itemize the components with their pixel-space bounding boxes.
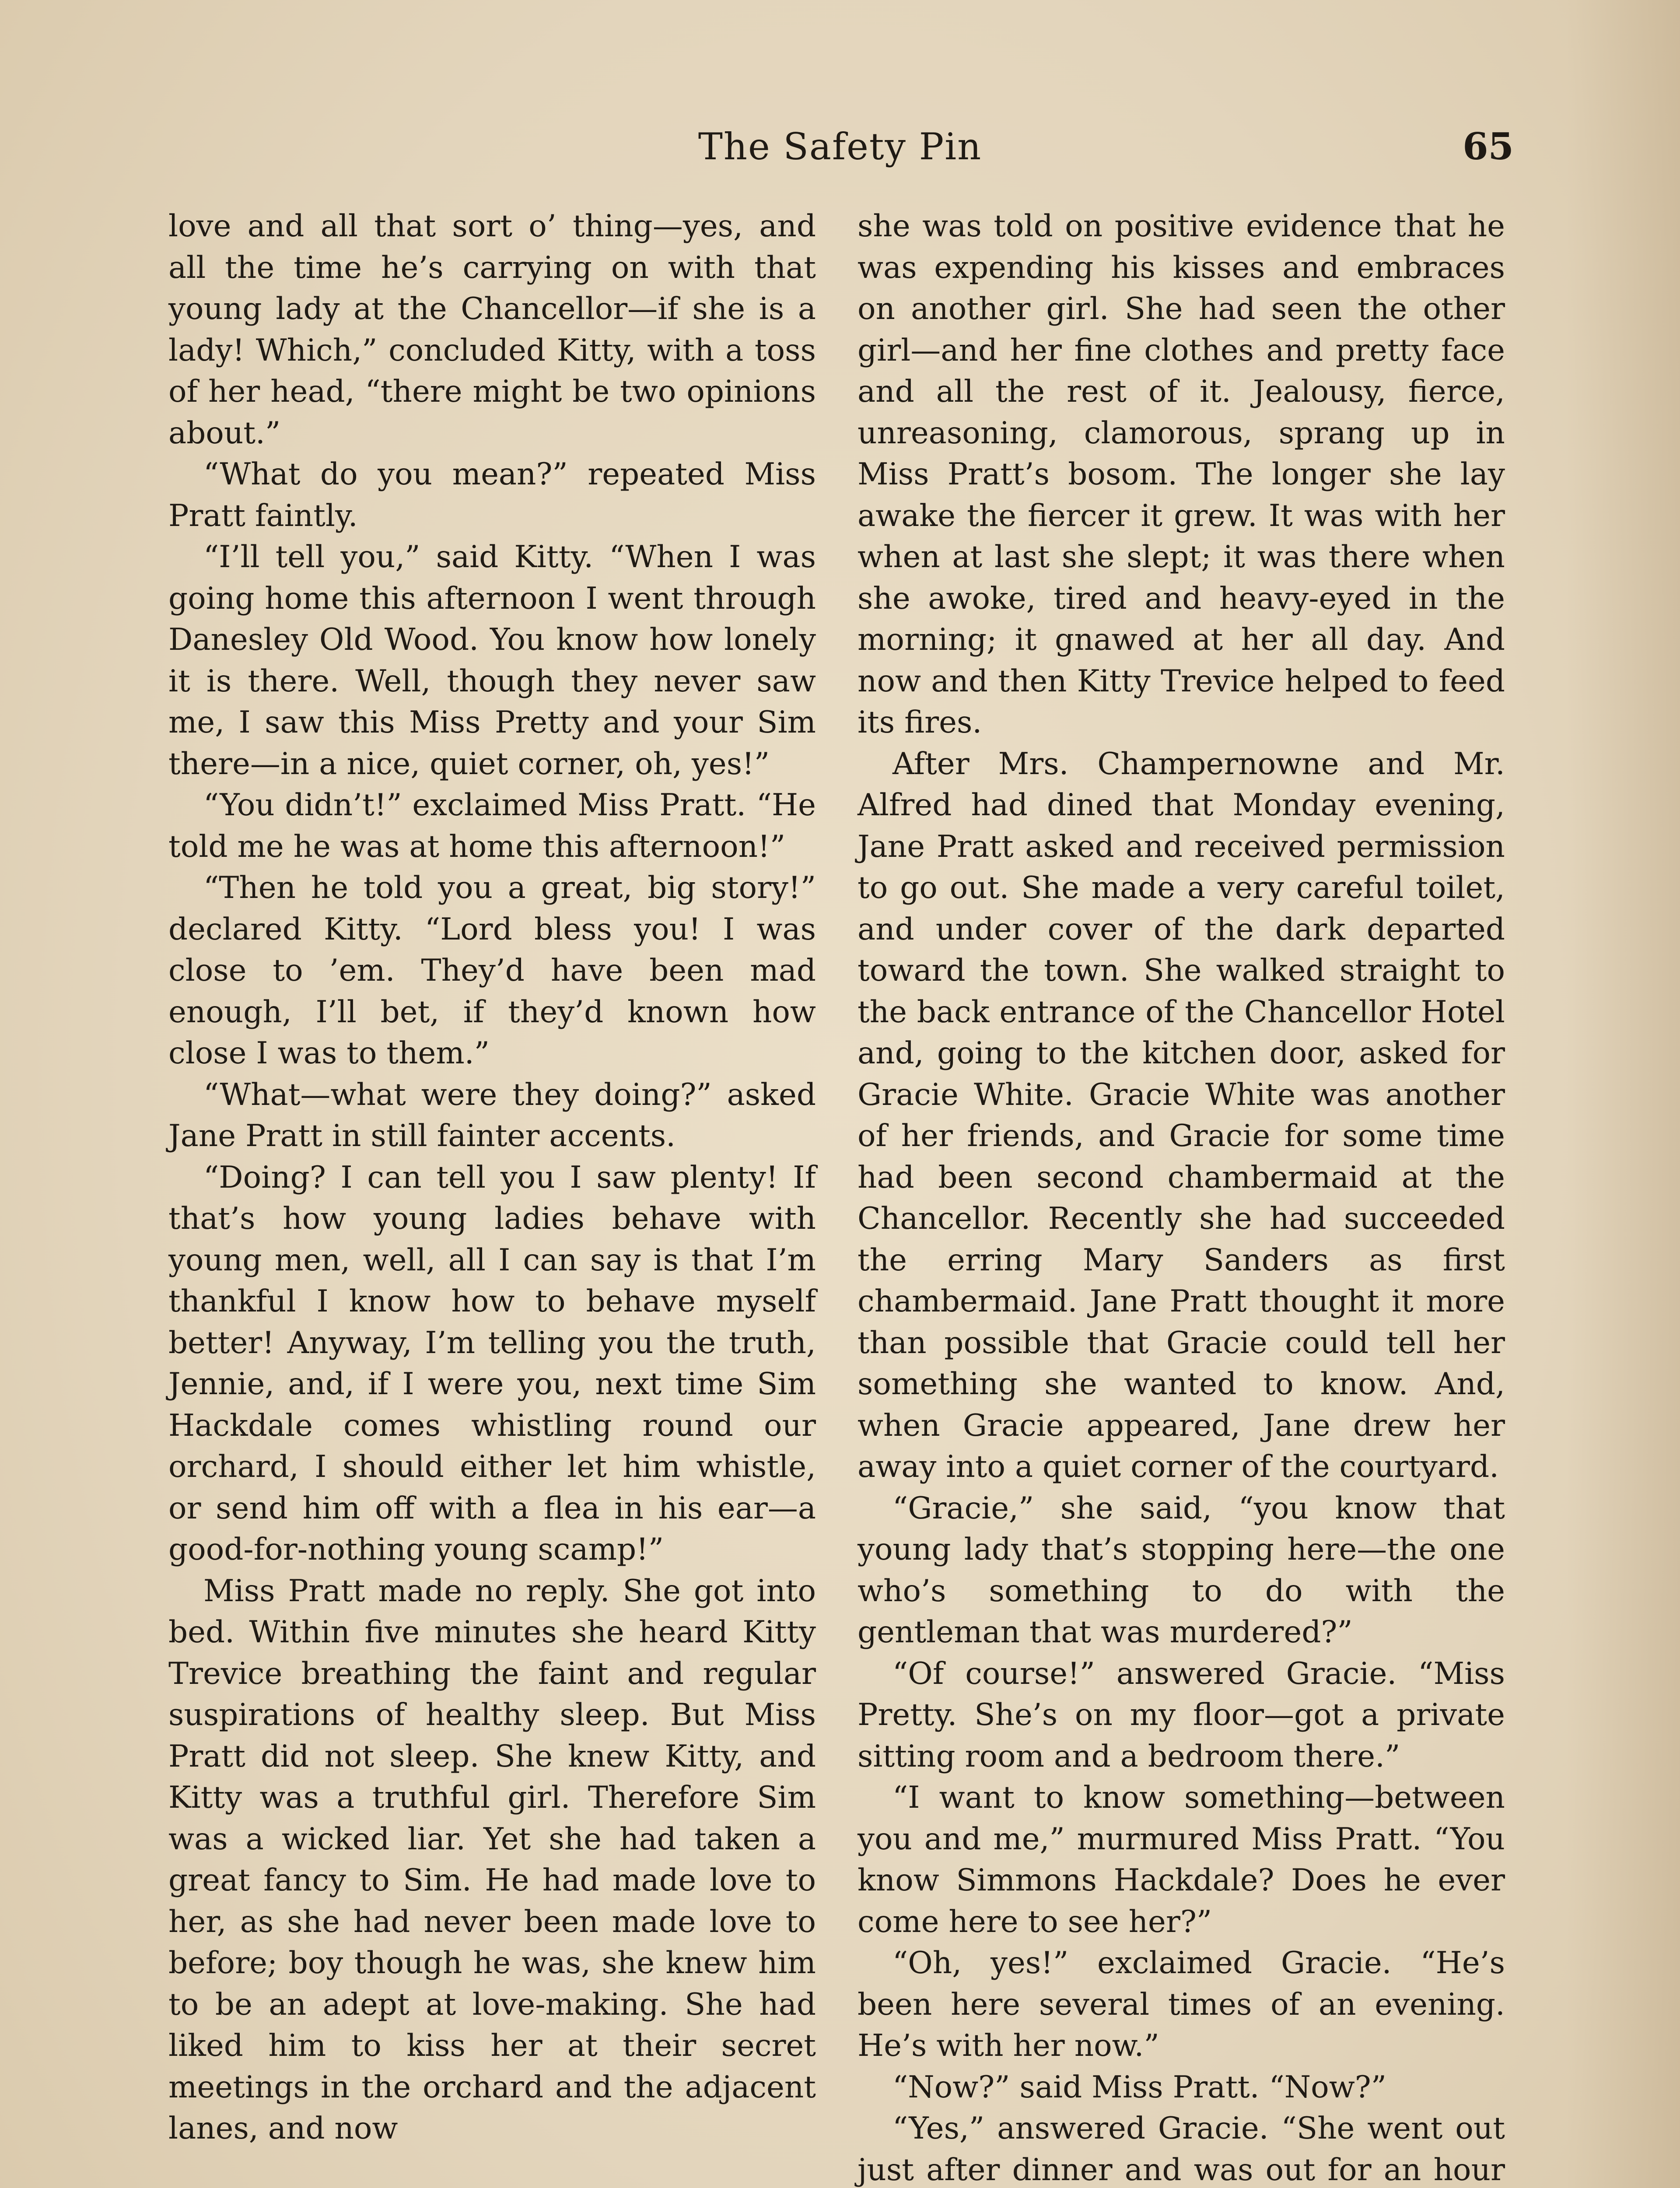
paragraph: “What—what were they doing?” asked Jane Pratt in still fainter accents. [168,1077,816,1154]
paragraph: Miss Pratt made no reply. She got into bed. Within five minutes she heard Kitty Trevice breathing the faint and regular suspirations of healthy sleep. But Miss Pratt did not sleep. She knew Kitty, and Kitty was a truthful girl. Therefore Sim was a wicked liar. Yet she had taken a great fancy to Sim. He had made love to her, as she had never been made love to before; boy though he was, she knew him to be an adept at love-making. She had liked him to kiss her at their secret meetings in the orchard and the adjacent lanes, and now [168,1573,816,2146]
paragraph: “I’ll tell you,” said Kitty. “When I was going home this afternoon I went through Danesley Old Wood. You know how lonely it is there. Well, though they never saw me, I saw this Miss Pretty and your Sim there—in a nice, quiet corner, oh, yes!” [168,540,816,782]
paragraph: “Of course!” answered Gracie. “Miss Pretty. She’s on my floor—got a private sitting room and a bedroom there.” [858,1656,1505,1774]
paragraph: “You didn’t!” exclaimed Miss Pratt. “He told me he was at home this afternoon!” [168,788,816,864]
paragraph: “Now?” said Miss Pratt. “Now?” [892,2069,1387,2105]
left-column [168,206,816,2149]
paragraph: “Oh, yes!” exclaimed Gracie. “He’s been here several times of an evening. He’s with her now.” [858,1946,1505,2063]
paragraph: “Then he told you a great, big story!” declared Kitty. “Lord bless you! I was close to ’em. They’d have been mad enough, I’ll bet, if they’d known how close I was to them.” [168,870,816,1071]
running-title: The Safety Pin [698,125,982,168]
page-edge-shading [1566,0,1680,2188]
paragraph: she was told on positive evidence that he was expending his kisses and embraces on another girl. She had seen the other girl—and her fine clothes and pretty face and all the rest of it. Jealousy, fierce, unreasoning, clamorous, sprang up in Miss Pratt’s bosom. The longer she lay awake the fiercer it grew. It was with her when at last she slept; it was there when she awoke, tired and heavy-eyed in the morning; it gnawed at her all day. And now and then Kitty Trevice helped to feed its fires. [858,209,1505,740]
paragraph: “Doing? I can tell you I saw plenty! If that’s how young ladies behave with young men, well, all I can say is that I’m thankful I know how to behave myself better! Anyway, I’m telling you the truth, Jennie, and, if I were you, next time Sim Hackdale comes whistling round our orchard, I should either let him whistle, or send him off with a flea in his ear—a good-for-nothing young scamp!” [168,1160,816,1567]
paragraph: “I want to know something—between you and me,” murmured Miss Pratt. “You know Simmons Hackdale? Does he ever come here to see her?” [858,1780,1505,1939]
right-column [858,206,1505,2188]
page-number: 65 [1463,125,1514,168]
paragraph: “What do you mean?” repeated Miss Pratt faintly. [168,457,816,533]
paragraph: love and all that sort o’ thing—yes, and all the time he’s carrying on with that young lady at the Chancellor—if she is a lady! Which,” concluded Kitty, with a toss of her head, “there might be two opinions about.” [168,209,816,451]
paragraph: After Mrs. Champernowne and Mr. Alfred had dined that Monday evening, Jane Pratt asked and received permission to go out. She made a very careful toilet, and under cover of the dark departed toward the town. She walked straight to the back entrance of the Chancellor Hotel and, going to the kitchen door, asked for Gracie White. Gracie White was another of her friends, and Gracie for some time had been second chambermaid at the Chancellor. Recently she had succeeded the erring Mary Sanders as first chambermaid. Jane Pratt thought it more than possible that Gracie could tell her something she wanted to know. And, when Gracie appeared, Jane drew her away into a quiet corner of the courtyard. [858,746,1505,1484]
paragraph: “Yes,” answered Gracie. “She went out just after dinner and was out for an hour [858,2111,1505,2188]
paragraph: “Gracie,” she said, “you know that young lady that’s stopping here—the one who’s something to do with the gentleman that was murdered?” [858,1490,1505,1650]
